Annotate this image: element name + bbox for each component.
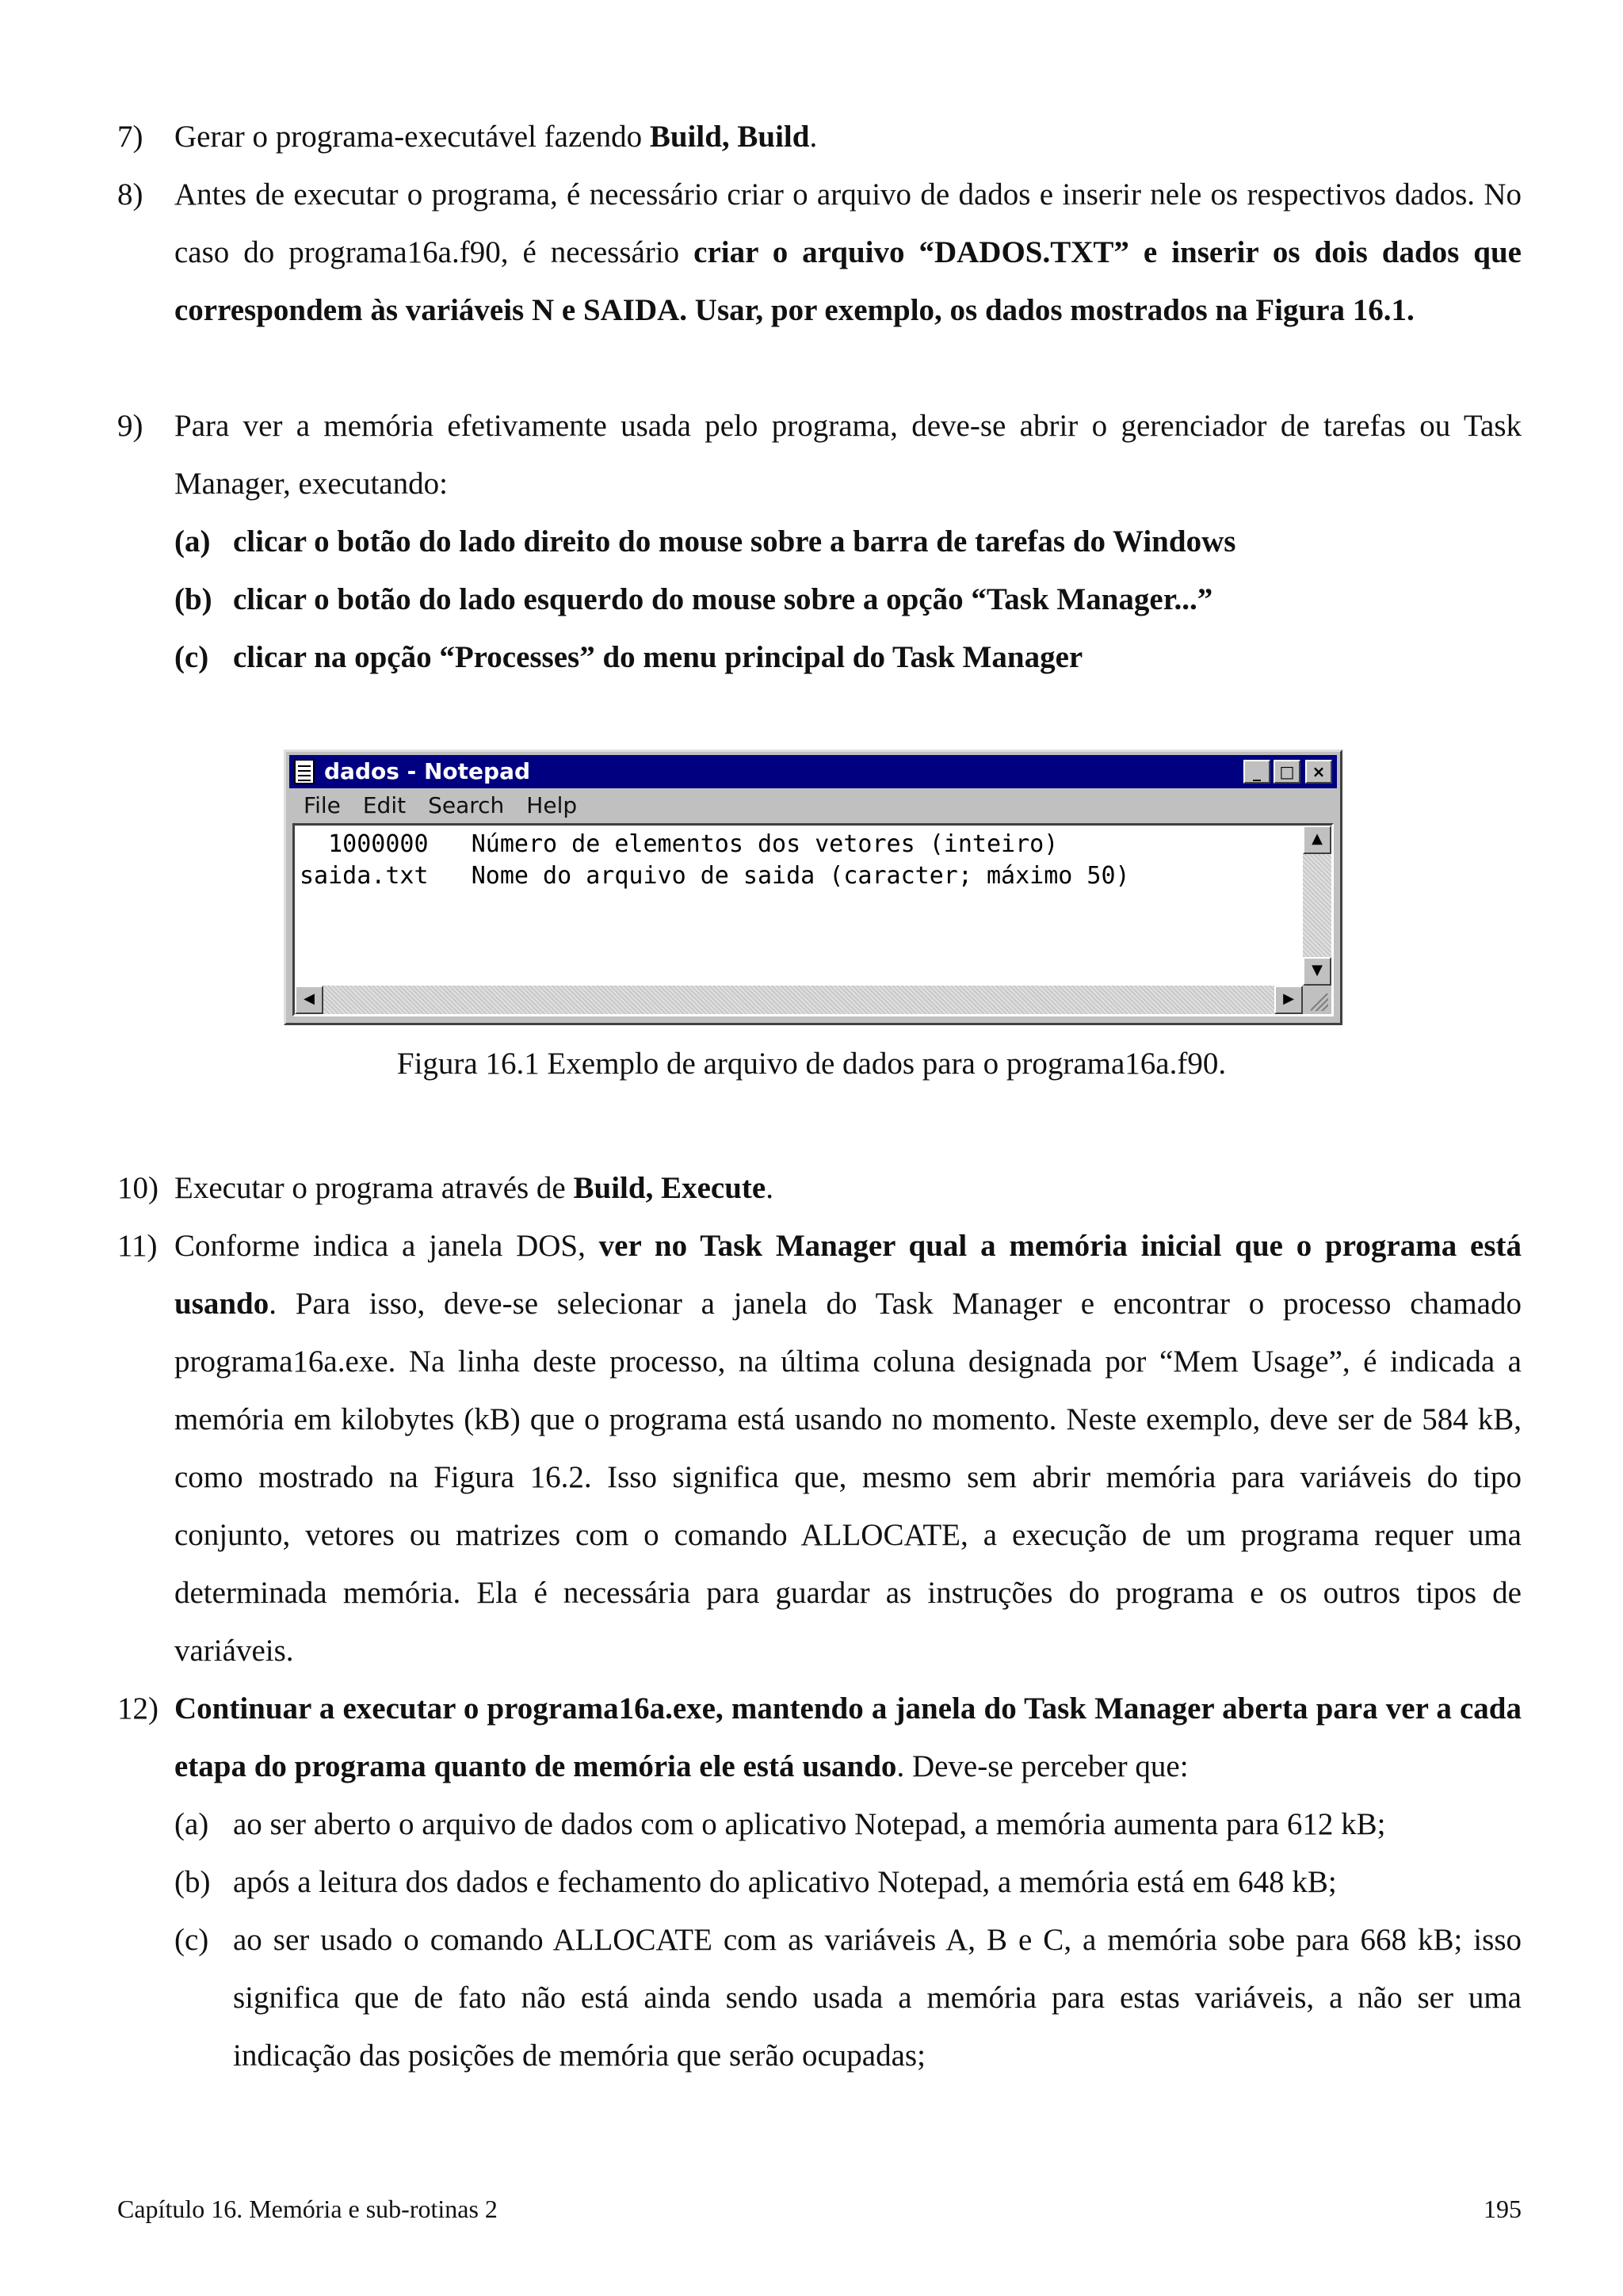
item-text: Conforme indica a janela DOS, ver no Task Manager qual a memória inicial que o programa está usando. Para isso, deve-se selecionar a janela do Task Manager e encontrar o processo chamado programa16a.exe. Na linha deste processo, na última coluna designada por “Mem Usage”, é indicada a memória em kilobytes (kB) que o programa está usando no momento. Neste exemplo, deve ser de 584 kB, como mostrado na Figura 16.2. Isso significa que, mesmo sem abrir memória para variáveis do tipo conjunto, vetores ou matrizes com o comando ALLOCATE, a execução de um programa requer uma determinada memória. Ela é necessária para guardar as instruções do programa e os outros tipos de variáveis. (174, 1229, 1522, 1668)
item-text: Antes de executar o programa, é necessário criar o arquivo de dados e inserir nele os respectivos dados. No caso do programa16a.f90, é necessário criar o arquivo “DADOS.TXT” e inserir os dois dados que correspondem às variáveis N e SAIDA. Usar, por exemplo, os dados mostrados na Figura 16.1. (174, 177, 1522, 327)
menu-edit[interactable]: Edit (362, 792, 407, 818)
menu-help[interactable]: Help (526, 792, 578, 818)
page-number: 195 (1484, 2195, 1522, 2223)
list-item-8 (117, 166, 1522, 397)
notepad-icon (294, 759, 315, 784)
file-content (300, 829, 1130, 892)
scroll-left-icon[interactable]: ◀ (295, 986, 323, 1014)
menu-search[interactable]: Search (428, 792, 505, 818)
vertical-scrollbar[interactable] (1303, 826, 1331, 986)
item-number: 11) (117, 1229, 158, 1263)
notepad-title-bar[interactable] (289, 755, 1337, 788)
list-item-9 (117, 397, 1522, 513)
scroll-right-icon[interactable]: ▶ (1274, 986, 1303, 1014)
document-page: 7) Gerar o programa-executável fazendo Build, Build. 8) Antes de executar o programa, é necessário criar o arquivo de dados e inserir nele os respectivos dados. No caso do programa16a.f90, é necessário criar o arquivo “DADOS.TXT” e inserir os dois dados que correspondem às variáveis N e SAIDA. Usar, por exemplo, os dados mostrados na Figura 16.1. 9) Para ver a memória efetivamente usada pelo programa, deve-se abrir o gerenciador de tarefas ou Task Manager, executando: (a) clicar o botão do lado direito do mouse sobre a barra de tarefas do Windows (b) clicar o botão do lado esquerdo do mouse sobre a opção “Task Manager...” (c) clicar na opção “Processes” do menu principal do Task Manager dados - Notepad _ □ × File Edit Search Help 1000000 Número de elementos dos vetores (inteiro) saida.txt Nome do arquivo de saida (caracter; máximo 50) ▲ ▼ ◀ ▶ Figura 16.1 Exemplo de arquivo de dados para o programa16a.f90. 10) Executar o programa através de Build, Execute. 11) Conforme indica a janela DOS, ver no Task Manager qual a memória inicial que o programa está usando. Para isso, deve-se selecionar a janela do Task Manager e encontrar o processo chamado programa16a.exe. Na linha deste processo, na última coluna designada por “Mem Usage”, é indicada a memória em kilobytes (kB) que o programa está usando no momento. Neste exemplo, deve ser de 584 kB, como mostrado na Figura 16.2. Isso significa que, mesmo sem abrir memória para variáveis do tipo conjunto, vetores ou matrizes com o comando ALLOCATE, a execução de um programa requer uma determinada memória. Ela é necessária para guardar as instruções do programa e os outros tipos de variáveis. 12) Continuar a executar o programa16a.exe, mantendo a janela do Task Manager aberta para ver a cada etapa do programa quanto de memória ele está usando. Deve-se perceber que: (a) ao ser aberto o arquivo de dados com o aplicativo Notepad, a memória aumenta para 612 kB; (b) após a leitura dos dados e fechamento do aplicativo Notepad, a memória está em 648 kB; (c) ao ser usado o comando ALLOCATE com as variáveis A, B e C, a memória sobe para 668 kB; isso significa que de fato não está ainda sendo usada a memória para estas variáveis, a não ser uma indicação das posições de memória que serão ocupadas; Capítulo 16. Memória e sub-rotinas 2 195 (0, 0, 1623, 2296)
horizontal-scrollbar[interactable] (295, 986, 1303, 1014)
list-item-10 (117, 1159, 1522, 1217)
minimize-button[interactable]: _ (1243, 760, 1270, 784)
scroll-down-icon[interactable]: ▼ (1303, 957, 1331, 986)
scroll-up-icon[interactable]: ▲ (1303, 826, 1331, 854)
item-number: 12) (117, 1691, 158, 1726)
item-text: Executar o programa através de Build, Execute. (174, 1171, 773, 1205)
close-button[interactable]: × (1305, 760, 1332, 784)
item-text: Continuar a executar o programa16a.exe, mantendo a janela do Task Manager aberta para ver a cada etapa do programa quanto de memória ele está usando. Deve-se perceber que: (174, 1691, 1522, 1783)
list-item-7 (117, 108, 1522, 166)
list-item-12 (117, 1680, 1522, 1795)
notepad-window (284, 749, 1342, 1025)
item-number: 7) (117, 120, 143, 154)
list-item-11 (117, 1217, 1522, 1680)
item-number: 9) (117, 409, 143, 443)
menu-bar (289, 790, 1337, 822)
text-line: saida.txt Nome do arquivo de saida (caracter; máximo 50) (300, 862, 1130, 890)
item-number: 8) (117, 177, 143, 212)
text-line: 1000000 Número de elementos dos vetores (inteiro) (300, 830, 1059, 858)
item-text: Gerar o programa-executável fazendo Build, Build. (174, 120, 818, 154)
window-title: dados - Notepad (324, 758, 531, 784)
footer-chapter: Capítulo 16. Memória e sub-rotinas 2 (117, 2195, 498, 2223)
item-text: Para ver a memória efetivamente usada pelo programa, deve-se abrir o gerenciador de tarefas ou Task Manager, executando: (174, 409, 1522, 501)
resize-grip-icon[interactable] (1303, 986, 1331, 1014)
text-editor-area[interactable] (292, 823, 1334, 1016)
maximize-button[interactable]: □ (1274, 760, 1300, 784)
figure-caption: Figura 16.1 Exemplo de arquivo de dados para o programa16a.f90. (396, 1047, 1227, 1081)
item-number: 10) (117, 1171, 158, 1205)
menu-file[interactable]: File (304, 792, 341, 818)
